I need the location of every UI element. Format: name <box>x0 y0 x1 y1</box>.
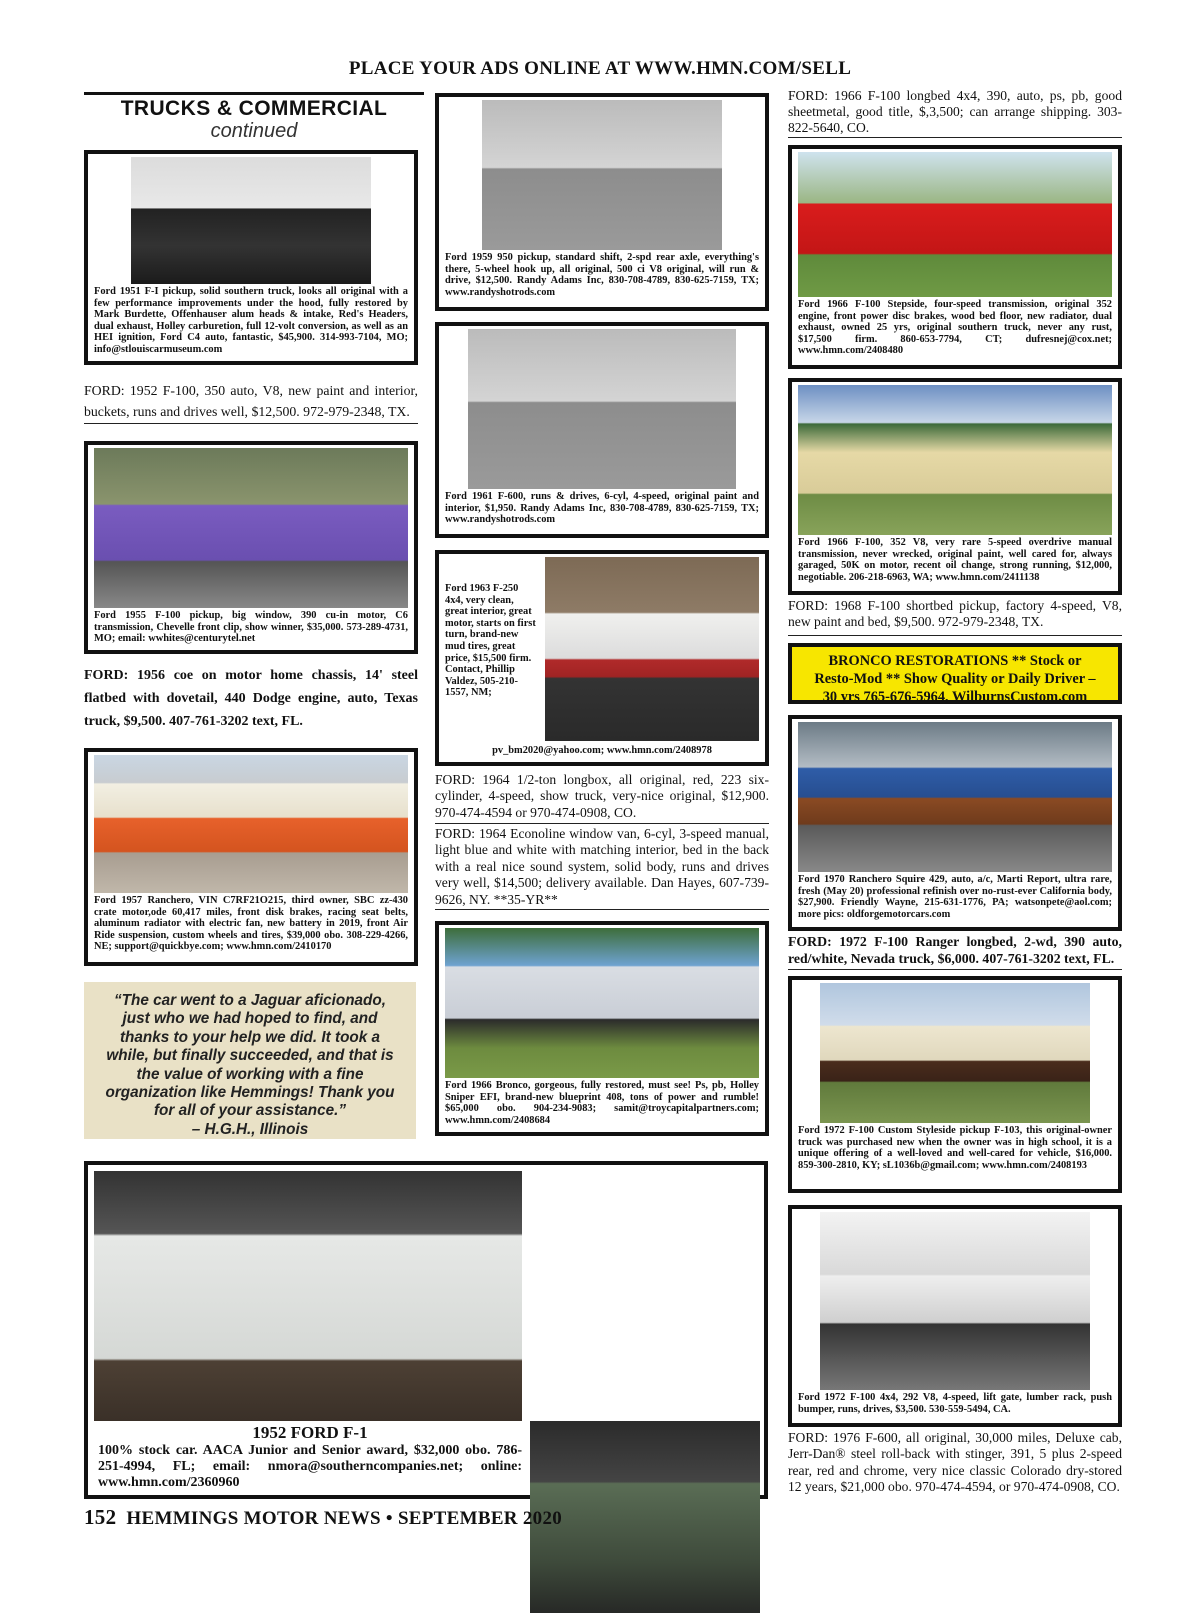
page-header: PLACE YOUR ADS ONLINE AT WWW.HMN.COM/SELL <box>348 58 852 79</box>
truck-photo <box>482 100 722 250</box>
ad-1976-f600: FORD: 1976 F-600, all original, 30,000 miles, Deluxe cab, Jerr-Dan® steel roll-back with stinger, 391, 5 plus 2-speed rear, red and chrome, very nice classic Colorado dry-stored 12 years, $21,000 obo. 970-474-4594, or 970-474-0908, CO. <box>788 1430 1122 1495</box>
bronco-ad-line-2: Resto-Mod ** Show Quality or Daily Driver – <box>814 671 1096 687</box>
truck-photo <box>545 557 759 741</box>
quote-author: – H.G.H., Illinois <box>191 1120 309 1138</box>
ad-caption: Ford 1966 F-100 Stepside, four-speed transmission, original 352 engine, front power disc brakes, wood bed floor, new radiator, dual exhaust, owned 25 yrs, original southern truck, never any rust, $17,500 firm. 860-653-7794, CT; dufresnej@cox.net; www.hmn.com/2408480 <box>798 299 1112 357</box>
ad-body <box>445 557 759 741</box>
quote-text: “The car went to a Jaguar aficionado, just who we had hoped to find, and thanks to your help we did. It took a while, but finally succeeded, and that is the value of working with a fine organization like Hemmings! Thank you for all of your assistance.” <box>105 992 395 1120</box>
truck-photo <box>445 928 759 1078</box>
feature-text-block <box>98 1423 522 1491</box>
bronco-ad-line-3: 30 yrs 765-676-5964, WilburnsCustom.com <box>822 689 1088 705</box>
truck-photo <box>468 329 736 489</box>
ad-caption: Ford 1972 F-100 4x4, 292 V8, 4-speed, lift gate, lumber rack, push bumper, runs, drives, $3,500. 530-559-5494, CA. <box>798 1392 1112 1415</box>
ad-1966-longbed: FORD: 1966 F-100 longbed 4x4, 390, auto, ps, pb, good sheetmetal, good title, $,3,500; can arrange shipping. 303-822-5640, CO. <box>788 88 1122 138</box>
footer-publication: HEMMINGS MOTOR NEWS • SEPTEMBER 2020 <box>126 1508 563 1529</box>
ad-1961-f600 <box>435 322 769 538</box>
ad-1968-f100: FORD: 1968 F-100 shortbed pickup, factory 4-speed, V8, new paint and bed, $9,500. 972-979-2348, TX. <box>788 598 1122 636</box>
ad-1955-f100 <box>84 441 418 654</box>
ad-1963-f250 <box>435 550 769 766</box>
truck-photo <box>94 448 408 608</box>
section-subtitle: continued <box>210 120 298 142</box>
testimonial-quote <box>84 982 416 1139</box>
truck-photo <box>798 722 1112 872</box>
ad-1951-f1 <box>84 150 418 365</box>
ad-caption: Ford 1966 Bronco, gorgeous, fully restored, must see! Ps, pb, Holley Sniper EFI, brand-new blueprint 408, tons of power and rumble! $65,000 obo. 904-234-9083; samit@troycapitalpartners.com; www.hmn.com/2408684 <box>445 1080 759 1126</box>
ad-caption: Ford 1957 Ranchero, VIN C7RF21O215, third owner, SBC zz-430 crate motor,ode 60,417 miles, front disk brakes, racing seat belts, aluminum radiator with electric fan, new battery in 2019, front Air Ride suspension, custom wheels and tires, $39,000 obo. 308-229-4266, NE; support@quickbye.com; www.hmn.com/2410170 <box>94 895 408 953</box>
ad-caption: Ford 1951 F-I pickup, solid southern truck, looks all original with a few performance improvements under the hood, fully restored by Mark Burdette, Offenhauser alum heads & intake, Red's Headers, dual exhaust, Holley carburetion, full 12-volt conversion, as well as an HEI ignition, Ford C4 auto, fantastic, $45,900. 314-993-7104, MO; info@stlouiscarmuseum.com <box>94 286 408 355</box>
truck-photo <box>798 385 1112 535</box>
engine-photo <box>530 1421 760 1613</box>
ad-1972-4x4 <box>788 1205 1122 1427</box>
feature-1952-f1 <box>84 1161 768 1499</box>
ad-caption: Ford 1963 F-250 4x4, very clean, great interior, great motor, starts on first turn, brand-new mud tires, great price, $15,500 firm. Contact, Phillip Valdez, 505-210-1557, NM; <box>445 583 536 699</box>
ad-caption: Ford 1959 950 pickup, standard shift, 2-spd rear axle, everything's there, 5-wheel hook up, all original, 500 ci V8 original, will run & drive, $12,500. Randy Adams Inc, 830-708-4789, 830-625-7159, TX; www.randyshotrods.com <box>445 252 759 298</box>
ad-caption: Ford 1955 F-100 pickup, big window, 390 cu-in motor, C6 transmission, Chevelle front clip, show winner, $35,000. 573-289-4731, MO; email: wwhites@centurytel.net <box>94 610 408 645</box>
ad-1964-longbox: FORD: 1964 1/2-ton longbox, all original, red, 223 six-cylinder, 4-speed, show truck, very-nice original, $12,900. 970-474-4594 or 970-474-0908, CO. <box>435 772 769 824</box>
ad-1972-styleside <box>788 976 1122 1193</box>
truck-photo <box>820 983 1090 1123</box>
ad-1966-stepside <box>788 145 1122 369</box>
ad-1957-ranchero <box>84 748 418 966</box>
ad-caption: Ford 1966 F-100, 352 V8, very rare 5-speed overdrive manual transmission, never wrecked, original paint, well cared for, always garaged, 50K on motor, recent oil change, strong running, $12,000, negotiable. 206-218-6963, WA; www.hmn.com/2411138 <box>798 537 1112 583</box>
ad-caption: Ford 1972 F-100 Custom Styleside pickup F-103, this original-owner truck was purchased new when the owner was in high school, it is a unique offering of a well-loved and well-cared for vehicle, $16,000. 859-300-2810, KY; sL1036b@gmail.com; www.hmn.com/2408193 <box>798 1125 1112 1171</box>
ad-1959-950 <box>435 93 769 311</box>
ad-1966-bronco <box>435 921 769 1136</box>
ad-1964-econoline: FORD: 1964 Econoline window van, 6-cyl, 3-speed manual, light blue and white with matching interior, bed in the back with a real nice sound system, solid body, runs and drives very well, $14,500; delivery available. Dan Hayes, 607-739-9626, NY. **35-YR** <box>435 826 769 910</box>
feature-description: 100% stock car. AACA Junior and Senior award, $32,000 obo. 786-251-4994, FL; email: nmora@southerncompanies.net; online: www.hmn.com/2360960 <box>98 1443 522 1490</box>
truck-photo <box>94 1171 522 1421</box>
ad-1972-ranger: FORD: 1972 F-100 Ranger longbed, 2-wd, 390 auto, red/white, Nevada truck, $6,000. 407-761-3202 text, FL. <box>788 934 1122 970</box>
section-title <box>84 92 424 141</box>
page-number: 152 <box>84 1505 117 1529</box>
page-footer <box>84 1505 562 1530</box>
ad-1952-f100: FORD: 1952 F-100, 350 auto, V8, new paint and interior, buckets, runs and drives well, $12,500. 972-979-2348, TX. <box>84 380 418 424</box>
ad-1970-ranchero <box>788 715 1122 931</box>
feature-title: 1952 FORD F-1 <box>252 1423 368 1442</box>
truck-photo <box>798 152 1112 297</box>
ad-caption: Ford 1970 Ranchero Squire 429, auto, a/c, Marti Report, ultra rare, fresh (May 20) professional refinish over no-rust-ever California body, $27,900. Friendly Wayne, 215-631-1776, PA; watsonpete@aol.com; more pics: oldforgemotorcars.com <box>798 874 1112 920</box>
truck-photo <box>820 1212 1090 1390</box>
ad-contact: pv_bm2020@yahoo.com; www.hmn.com/2408978 <box>492 745 712 756</box>
ad-caption: Ford 1961 F-600, runs & drives, 6-cyl, 4-speed, original paint and interior, $1,950. Randy Adams Inc, 830-708-4789, 830-625-7159, TX; www.randyshotrods.com <box>445 491 759 526</box>
truck-photo <box>94 755 408 893</box>
truck-photo <box>131 157 371 284</box>
bronco-restorations-ad <box>788 643 1122 704</box>
section-title-text: TRUCKS & COMMERCIAL <box>120 97 388 120</box>
ad-1966-f100-352 <box>788 378 1122 595</box>
bronco-ad-line-1: BRONCO RESTORATIONS ** Stock or <box>828 653 1082 669</box>
ad-1956-coe: FORD: 1956 coe on motor home chassis, 14' steel flatbed with dovetail, 440 Dodge engine, auto, Texas truck, $9,500. 407-761-3202 text, FL. <box>84 668 418 729</box>
